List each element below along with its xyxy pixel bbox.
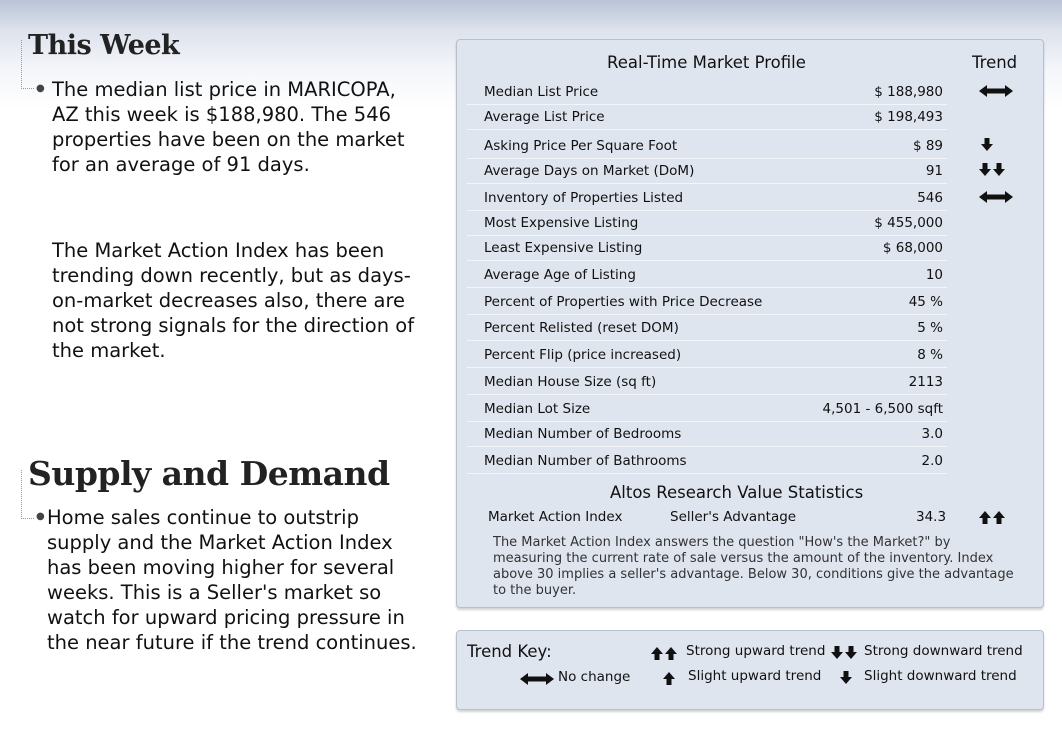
row-value: 3.0 — [921, 426, 943, 442]
row-label: Median House Size (sq ft) — [484, 374, 657, 390]
table-row — [467, 369, 947, 395]
this-week-paragraph-1: The median list price in MARICOPA, AZ this week is $188,980. The 546 properties have been on the market for an average of 91 days. — [52, 78, 405, 176]
trend-key-title: Trend Key: — [467, 642, 552, 661]
slight-up-icon — [663, 670, 675, 689]
market-profile-title: Real-Time Market Profile — [607, 53, 806, 72]
row-label: Percent of Properties with Price Decrease — [484, 294, 763, 310]
no-change-icon — [979, 84, 1013, 98]
table-row — [467, 158, 947, 184]
strong-down-icon — [979, 163, 1013, 177]
row-value: 8 % — [917, 347, 943, 363]
row-value: $ 188,980 — [874, 84, 943, 100]
row-label: Median Number of Bathrooms — [484, 453, 687, 469]
row-value: $ 68,000 — [882, 240, 943, 256]
row-value: 2113 — [908, 374, 943, 390]
row-label: Inventory of Properties Listed — [484, 190, 684, 206]
row-label: Percent Relisted (reset DOM) — [484, 320, 679, 336]
mai-value: 34.3 — [916, 509, 947, 525]
row-label: Average Days on Market (DoM) — [484, 163, 695, 179]
mai-strong-up-icon — [979, 510, 1013, 524]
this-week-paragraph-2: The Market Action Index has been trending down recently, but as days-on-market decreases also, there are not strong signals for the direction of the market. — [52, 239, 415, 362]
bullet-icon: ● — [36, 511, 45, 522]
this-week-heading: This Week — [28, 30, 180, 61]
table-row — [467, 79, 947, 105]
row-label: Median Lot Size — [484, 401, 591, 417]
row-value: 91 — [925, 163, 943, 179]
bullet-icon: ● — [36, 83, 45, 94]
strong-up-icon — [651, 645, 677, 664]
row-label: Median List Price — [484, 84, 599, 100]
table-row — [467, 289, 947, 315]
row-value: $ 89 — [912, 138, 943, 154]
table-row — [467, 396, 947, 422]
row-value: 5 % — [917, 320, 943, 336]
slight-down-icon — [981, 138, 1015, 152]
no-change-icon — [520, 671, 554, 690]
supply-demand-heading: Supply and Demand — [28, 454, 390, 493]
no-change-label: No change — [558, 669, 631, 685]
table-row — [467, 262, 947, 288]
row-label: Asking Price Per Square Foot — [484, 138, 678, 154]
row-value: $ 455,000 — [874, 215, 943, 231]
table-row — [467, 421, 947, 447]
row-label: Most Expensive Listing — [484, 215, 639, 231]
table-row — [467, 104, 947, 130]
table-row — [467, 133, 947, 159]
row-value: 546 — [917, 190, 943, 206]
slight-down-icon — [840, 670, 852, 689]
row-value: $ 198,493 — [874, 109, 943, 125]
table-row — [467, 210, 947, 236]
slight-up-label: Slight upward trend — [688, 668, 822, 684]
row-value: 10 — [925, 267, 943, 283]
strong-up-label: Strong upward trend — [686, 643, 826, 659]
table-row — [467, 448, 947, 474]
trend-column-header: Trend — [972, 53, 1018, 72]
row-label: Least Expensive Listing — [484, 240, 643, 256]
slight-down-label: Slight downward trend — [864, 668, 1017, 684]
table-row — [467, 235, 947, 261]
supply-demand-paragraph: Home sales continue to outstrip supply and the Market Action Index has been moving higher for several weeks. This is a Seller's market so watch for upward pricing pressure in the near future if the trend continues. — [47, 506, 417, 654]
value-stats-title: Altos Research Value Statistics — [610, 483, 864, 502]
mai-label: Market Action Index — [488, 509, 623, 525]
row-value: 4,501 - 6,500 sqft — [822, 401, 943, 417]
table-row — [467, 315, 947, 341]
no-change-icon — [979, 190, 1013, 204]
row-label: Average Age of Listing — [484, 267, 636, 283]
table-row — [467, 185, 947, 211]
row-label: Median Number of Bedrooms — [484, 426, 682, 442]
strong-down-label: Strong downward trend — [864, 643, 1023, 659]
strong-down-icon — [831, 645, 857, 664]
table-row — [467, 342, 947, 368]
mai-status: Seller's Advantage — [670, 509, 797, 525]
row-label: Percent Flip (price increased) — [484, 347, 682, 363]
row-value: 45 % — [908, 294, 943, 310]
mai-description: The Market Action Index answers the question "How's the Market?" by measuring the current rate of sale versus the amount of the inventory. Index above 30 implies a seller's advantage. Below 30, conditions give the advantage to the buyer. — [493, 535, 1014, 598]
row-value: 2.0 — [921, 453, 943, 469]
row-label: Average List Price — [484, 109, 605, 125]
